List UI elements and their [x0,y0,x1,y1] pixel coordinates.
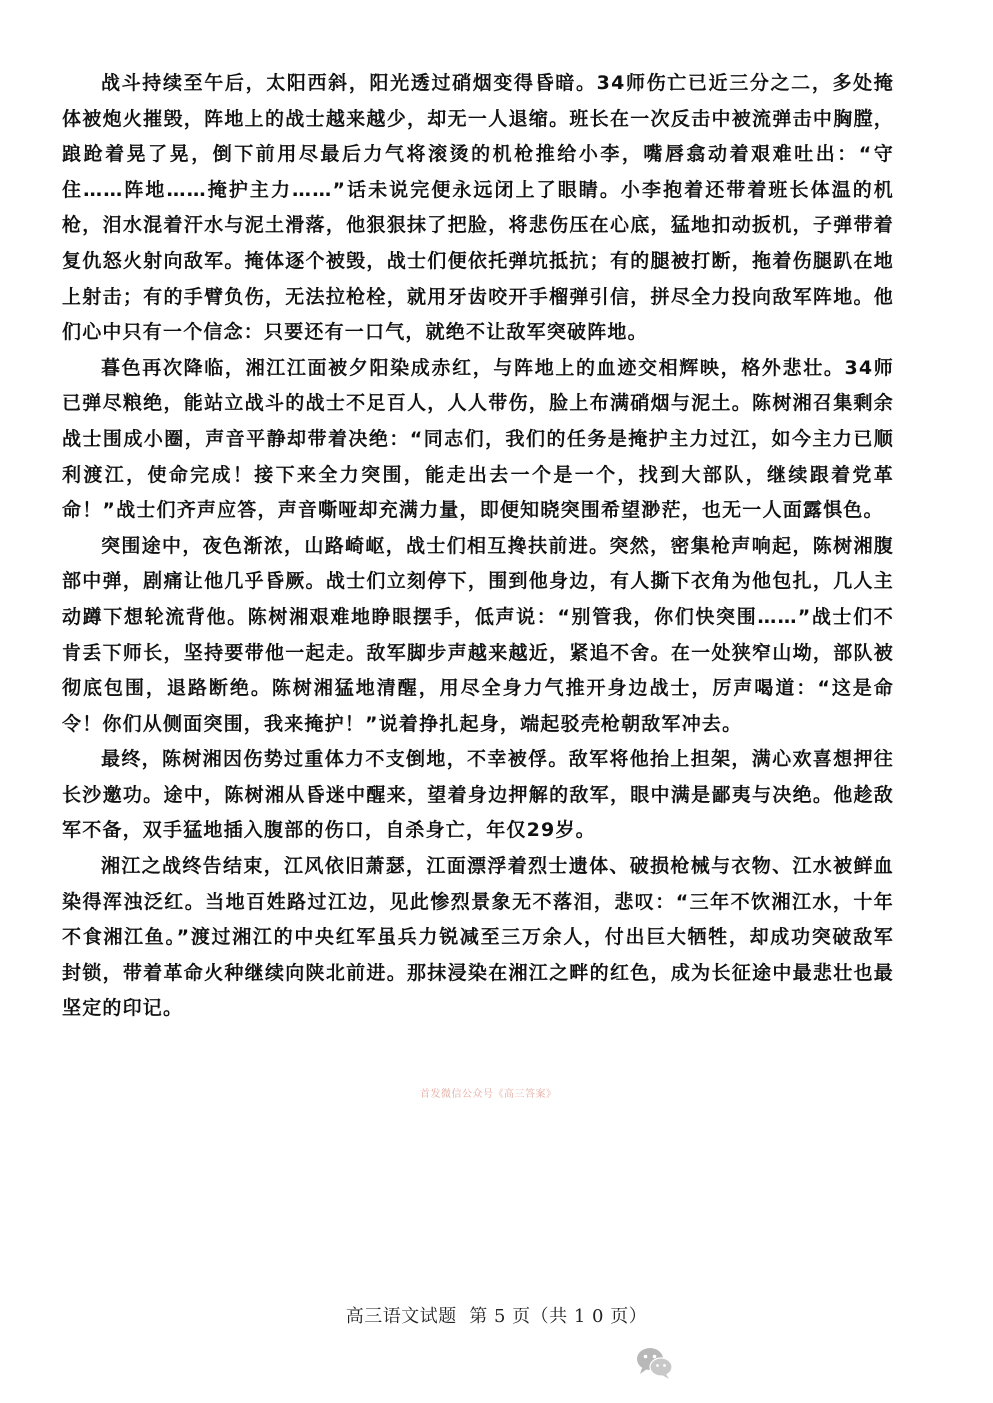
paragraph-5: 湘江之战终告结束，江风依旧萧瑟，江面漂浮着烈士遗体、破损枪械与衣物、江水被鲜血染得浑浊泛红。当地百姓路过江边，见此惨烈景象无不落泪，悲叹：“三年不饮湘江水，十年不食湘江鱼。”渡过湘江的中央红军虽兵力锐减至三万余人，付出巨大牺牲，却成功突破敌军封锁，带着革命火种继续向陕北前进。那抹浸染在湘江之畔的红色，成为长征途中最悲壮也最坚定的印记。 [62,855,894,1020]
page-footer [0,1302,993,1328]
footer-page-number: 第 5 页（共 1 0 页） [469,1306,648,1327]
paragraph-2: 暮色再次降临，湘江江面被夕阳染成赤红，与阵地上的血迹交相辉映，格外悲壮。34师已弹尽粮绝，能站立战斗的战士不足百人，人人带伤，脸上布满硝烟与泥土。陈树湘召集剩余战士围成小圈，声音平静却带着决绝：“同志们，我们的任务是掩护主力过江，如今主力已顺利渡江，使命完成！接下来全力突围，能走出去一个是一个，找到大部队，继续跟着党革命！”战士们齐声应答，声音嘶哑却充满力量，即便知晓突围希望渺茫，也无一人面露惧色。 [62,356,894,522]
paragraph-1: 战斗持续至午后，太阳西斜，阳光透过硝烟变得昏暗。34师伤亡已近三分之二，多处掩体被炮火摧毁，阵地上的战士越来越少，却无一人退缩。班长在一次反击中被流弹击中胸膛，踉跄着晃了晃，倒下前用尽最后力气将滚烫的机枪推给小李，嘴唇翕动着艰难吐出：“守住……阵地……掩护主力……”话未说完便永远闭上了眼睛。小李抱着还带着班长体温的机枪，泪水混着汗水与泥土滑落，他狠狠抹了把脸，将悲伤压在心底，猛地扣动扳机，子弹带着复仇怒火射向敌军。掩体逐个被毁，战士们便依托弹坑抵抗；有的腿被打断，拖着伤腿趴在地上射击；有的手臂负伤，无法拉枪栓，就用牙齿咬开手榴弹引信，拼尽全力投向敌军阵地。他们心中只有一个信念：只要还有一口气，就绝不让敌军突破阵地。 [62,72,894,344]
footer-spacer [457,1306,469,1327]
article-body [62,66,894,1027]
wechat-logo-icon [634,1343,674,1381]
paragraph-4: 最终，陈树湘因伤势过重体力不支倒地，不幸被俘。敌军将他抬上担架，满心欢喜想押往长沙邀功。途中，陈树湘从昏迷中醒来，望着身边押解的敌军，眼中满是鄙夷与决绝。他趁敌军不备，双手猛地插入腹部的伤口，自杀身亡，年仅29岁。 [62,748,894,842]
paragraph-3: 突围途中，夜色渐浓，山路崎岖，战士们相互搀扶前进。突然，密集枪声响起，陈树湘腹部中弹，剧痛让他几乎昏厥。战士们立刻停下，围到他身边，有人撕下衣角为他包扎，几人主动蹲下想轮流背他。陈树湘艰难地睁眼摆手，低声说：“别管我，你们快突围……”战士们不肯丢下师长，坚持要带他一起走。敌军脚步声越来越近，紧追不舍。在一处狭窄山坳，部队被彻底包围，退路断绝。陈树湘猛地清醒，用尽全身力气推开身边战士，厉声喝道：“这是命令！你们从侧面突围，我来掩护！”说着挣扎起身，端起驳壳枪朝敌军冲去。 [62,534,894,735]
footer-subject: 高三语文试题 [345,1306,457,1327]
watermark-text: 首发微信公众号《高三答案》 [420,1089,557,1100]
